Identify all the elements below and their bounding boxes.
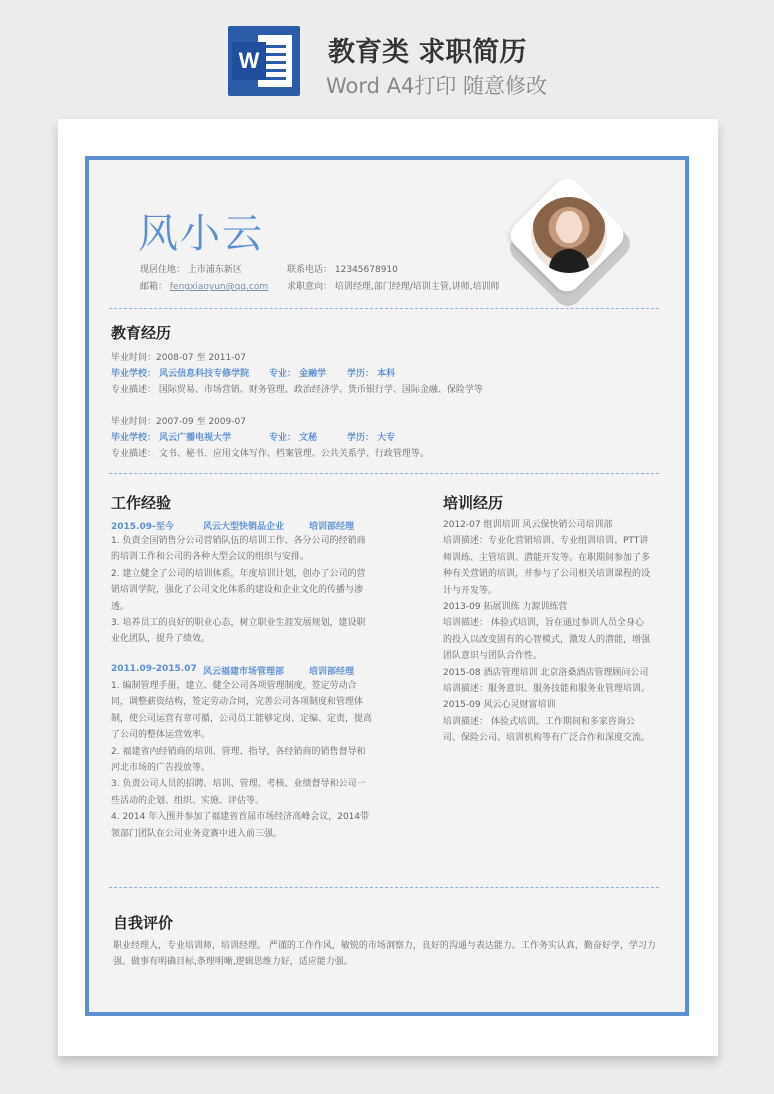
phone-row (287, 262, 398, 275)
job-1-period: 2015.09-至今 (111, 522, 174, 532)
edu-2-major: 专业： 文秘 (269, 433, 318, 443)
divider (109, 887, 659, 888)
address-label: 现居住地： (140, 265, 186, 275)
email-label: 邮箱： (140, 282, 168, 292)
word-logo-letter: W (232, 42, 266, 80)
address-row (140, 262, 242, 275)
self-eval-title: 自我评价 (113, 914, 174, 932)
banner-title: 教育类 求职简历 (328, 37, 527, 68)
avatar (531, 197, 607, 273)
divider (109, 308, 659, 309)
edu-2-school: 毕业学校： 风云广播电视大学 (111, 433, 232, 443)
candidate-name: 风小云 (138, 211, 264, 257)
work-title: 工作经验 (111, 494, 172, 512)
email-row (140, 279, 268, 292)
resume-paper (58, 119, 718, 1056)
job-2-desc: 1. 编制管理手册，建立、健全公司各项管理制度，签定劳动合同，调整薪资结构，签定劳动合同，完善公司各项制度和管理体制，使公司运营有章可循，公司员工能够定岗、定编、定责，提高了公司的整体运营效率。 2. 福建省内经销商的培训、管理、指导，各经销商的销售督导和河北市场的广告投放等。 3. 负责公司人员的招聘、培训、管理、考核、业绩督导和公司一些活动的企划、组织、实施、评估等。 4. 2014 年入围并参加了福建省首届市场经济高峰会议，2014带领部门团队在公司业务竞赛中进入前三强。 (111, 681, 373, 839)
edu-2-time: 毕业时间：2007-09 至 2009-07 (111, 417, 246, 427)
intent-value: 培训经理,部门经理/培训主管,讲师,培训师 (334, 282, 500, 292)
word-logo-icon (228, 26, 300, 96)
address-value: 上市浦东新区 (187, 265, 242, 275)
job-1-desc: 1. 负责全国销售分公司营销队伍的培训工作、各分公司的经销商的培训工作和公司的各种大型会议的组织与安排。 2. 建立健全了公司的培训体系，年度培训计划，创办了公司的营销培训学院，强化了公司文化体系的建设和企业文化的传播与渗透。 3. 培养员工的良好的职业心态，树立职业生涯发展规划，建设职业化团队，提升了绩效。 (111, 536, 366, 645)
training-desc: 2012-07 组训培训 风云保快销公司培训部 培训描述：专业化营销培训、专业组训培训、PTT讲师训练、主管培训、潜能开发等。在职期间参加了多种有关营销的培训，并参与了公司相关培训课程的设计与开发等。 2013-09 拓展训练 力源训练营 培训描述： 体验式培训，旨在通过参训人员全身心的投入以改变固有的心智模式，激发人的潜能，增强团队意识与团队合作性。 2015-08 酒店管理培训 北京洛桑酒店管理顾问公司 培训描述：服务意识、服务技能和服务业管理培训。 2015-09 风云心灵财富培训 培训描述： 体验式培训。工作期间和多家咨询公司、保险公司、培训机构等有广泛合作和深度交流。 (443, 520, 651, 744)
self-eval-desc: 职业经理人，专业培训师，培训经理。 严谨的工作作风，敏锐的市场洞察力，良好的沟通与表达能力。工作务实认真，勤奋好学，学习力强。做事有明确目标,条理明晰,逻辑思维力好，适应能力强。 (113, 941, 656, 968)
job-2-period: 2011.09-2015.07 (111, 664, 197, 674)
job-2-company: 风云福建市场管理部 (203, 667, 285, 677)
edu-1-degree: 学历： 本科 (347, 369, 396, 379)
intent-row (287, 279, 500, 292)
intent-label: 求职意向： (287, 282, 333, 292)
education-title: 教育经历 (111, 324, 172, 342)
edu-1-major: 专业： 金融学 (269, 369, 327, 379)
edu-2-degree: 学历： 大专 (347, 433, 396, 443)
banner (0, 0, 774, 110)
training-title: 培训经历 (443, 494, 504, 512)
edu-1-time: 毕业时间：2008-07 至 2011-07 (111, 353, 246, 363)
edu-1-school: 毕业学校： 风云信息科技专修学院 (111, 369, 250, 379)
edu-1-desc: 专业描述： 国际贸易、市场营销、财务管理、政治经济学、货币银行学、国际金融、保险学等 (111, 385, 483, 395)
divider (109, 473, 659, 474)
banner-subtitle: Word A4打印 随意修改 (326, 74, 548, 98)
edu-2-desc: 专业描述： 文书、秘书、应用文体写作、档案管理、公共关系学、行政管理等。 (111, 449, 429, 459)
job-2-position: 培训部经理 (309, 667, 355, 677)
job-1-company: 风云大型快销品企业 (203, 522, 285, 532)
email-link[interactable]: fengxiaoyun@qq.com (169, 282, 269, 292)
resume-frame (85, 156, 689, 1016)
phone-label: 联系电话： (287, 265, 333, 275)
phone-value: 12345678910 (334, 265, 398, 275)
job-1-position: 培训部经理 (309, 522, 355, 532)
